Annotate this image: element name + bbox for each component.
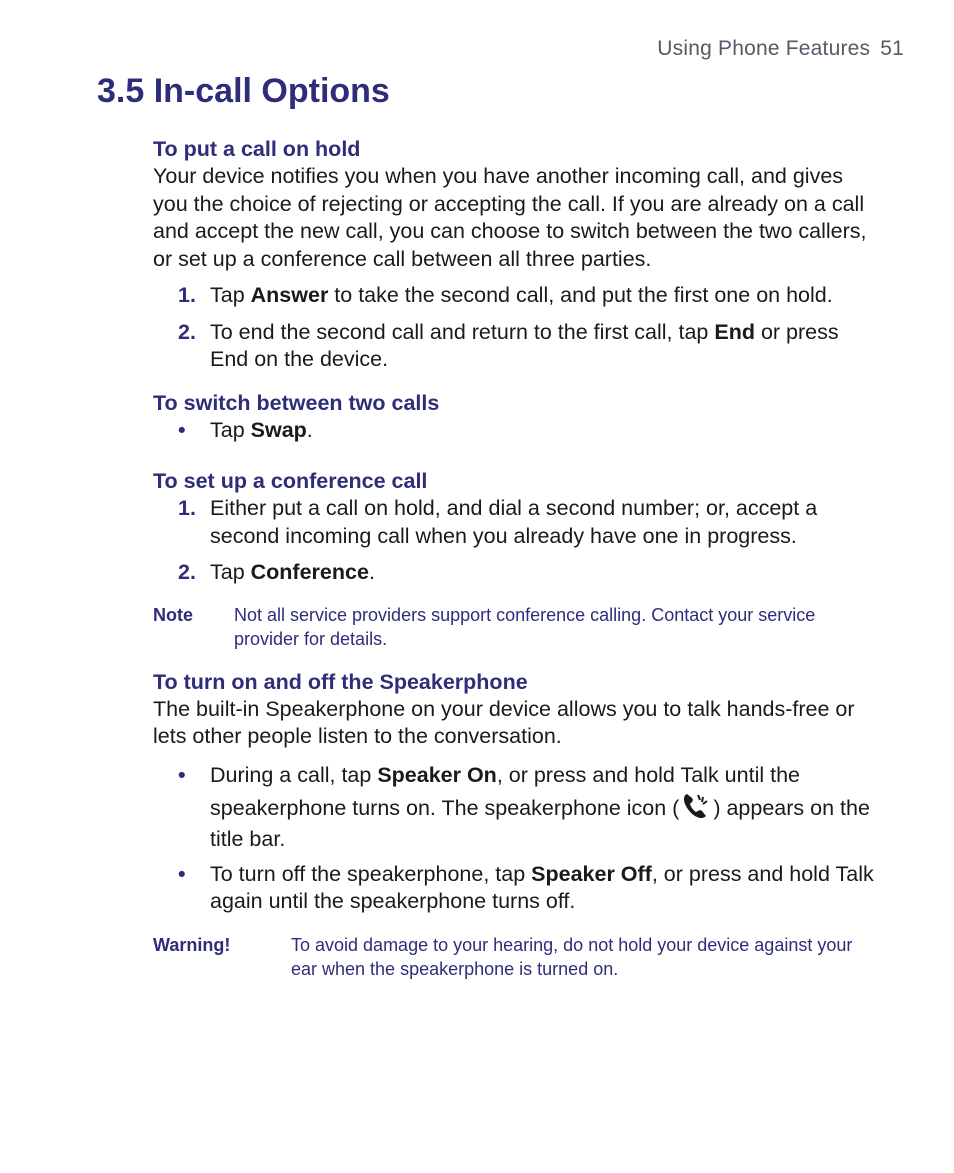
page-title: 3.5 In-call Options bbox=[97, 72, 390, 110]
speaker-bullet-1 bbox=[153, 760, 878, 855]
bullet-mark: • bbox=[178, 762, 186, 787]
conference-step-1 bbox=[153, 495, 878, 550]
ui-term-speaker-off: Speaker Off bbox=[531, 861, 652, 886]
note-label: Note bbox=[153, 604, 193, 625]
section-heading-speaker: To turn on and off the Speakerphone bbox=[153, 669, 528, 694]
switch-bullet bbox=[153, 417, 878, 445]
note-box bbox=[153, 603, 878, 652]
section-heading-hold: To put a call on hold bbox=[153, 137, 361, 161]
hold-intro: Your device notifies you when you have another incoming call, and gives you the choice of rejecting or accepting the call. If you are already on a call and accept the new call, you can choose to switch between the two callers, or set up a conference call between all three parties. bbox=[153, 164, 867, 271]
step-text: to take the second call, and put the first one on hold. bbox=[328, 283, 833, 307]
page-number: 51 bbox=[880, 37, 904, 60]
ui-term-end: End bbox=[714, 319, 755, 344]
ui-term-answer: Answer bbox=[250, 283, 329, 307]
bullet-text: Tap bbox=[210, 417, 251, 442]
speaker-intro: The built-in Speakerphone on your device allows you to talk hands-free or lets other people listen to the conversation. bbox=[153, 696, 855, 748]
warning-box bbox=[153, 933, 878, 982]
hold-step-2 bbox=[153, 319, 878, 374]
step-text: Tap bbox=[210, 560, 251, 584]
step-text: Tap bbox=[210, 283, 251, 307]
section-heading-switch: To switch between two calls bbox=[153, 390, 440, 415]
ui-term-conference: Conference bbox=[250, 560, 369, 584]
warning-label: Warning! bbox=[153, 934, 231, 955]
step-text: or press End on the device. bbox=[210, 319, 839, 371]
bullet-mark: • bbox=[178, 861, 186, 886]
step-number: 2. bbox=[178, 560, 196, 584]
bullet-text: To turn off the speakerphone, tap bbox=[210, 861, 532, 886]
step-text: To end the second call and return to the first call, tap bbox=[210, 319, 715, 344]
bullet-text: . bbox=[306, 417, 313, 442]
ui-term-speaker-on: Speaker On bbox=[377, 762, 497, 787]
step-text: . bbox=[368, 560, 375, 584]
ui-term-swap: Swap bbox=[250, 417, 307, 442]
step-number: 1. bbox=[178, 283, 196, 307]
bullet-mark: • bbox=[178, 417, 186, 442]
conference-step-2 bbox=[153, 559, 878, 587]
running-header bbox=[657, 37, 904, 61]
speakerphone-icon bbox=[681, 791, 711, 821]
section-name: Using Phone Features bbox=[657, 37, 871, 60]
hold-step-1 bbox=[153, 282, 878, 310]
note-text: Not all service providers support conference calling. Contact your service provider for details. bbox=[234, 604, 816, 649]
warning-text: To avoid damage to your hearing, do not hold your device against your ear when the speakerphone is turned on. bbox=[291, 934, 853, 979]
bullet-text: , or press and hold Talk again until the speakerphone turns off. bbox=[210, 861, 874, 913]
speaker-bullet-2 bbox=[153, 861, 878, 916]
step-text: Either put a call on hold, and dial a second number; or, accept a second incoming call when you already have one in progress. bbox=[210, 496, 818, 548]
section-heading-conference: To set up a conference call bbox=[153, 469, 428, 493]
step-number: 2. bbox=[178, 319, 196, 344]
step-number: 1. bbox=[178, 496, 196, 520]
bullet-text: During a call, tap bbox=[210, 762, 378, 787]
main-content bbox=[153, 136, 878, 982]
bullet-text: , or press and hold Talk until the speakerphone turns on. The speakerphone icon ( bbox=[210, 762, 800, 820]
bullet-text: ) appears on the title bar. bbox=[210, 795, 870, 851]
